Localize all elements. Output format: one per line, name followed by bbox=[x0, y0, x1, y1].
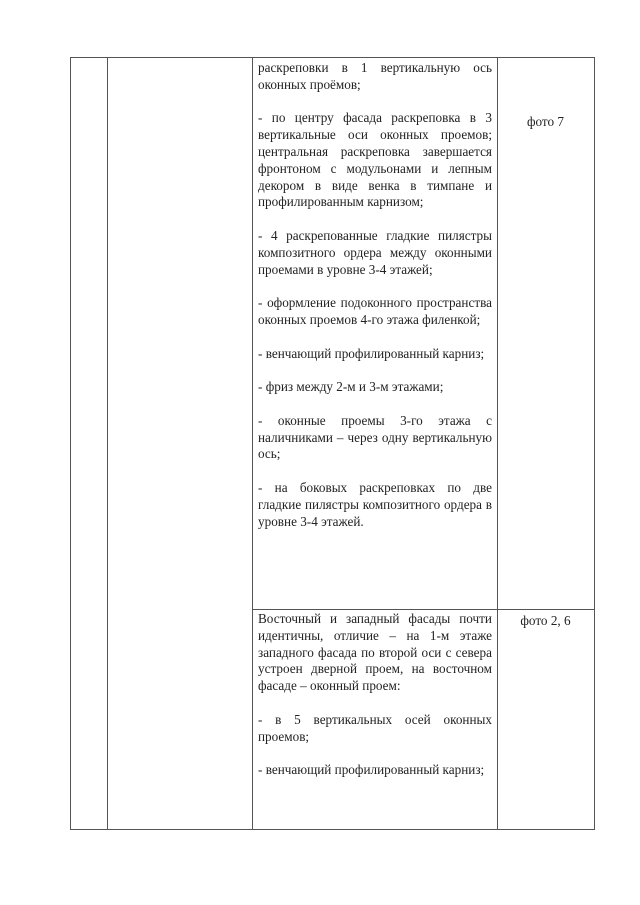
paragraph: - 4 раскрепованные гладкие пилястры композитного ордера между оконными проемами в уровне 3-4 этажей; bbox=[258, 227, 492, 277]
table-border-right bbox=[594, 57, 595, 830]
table-column-divider bbox=[252, 57, 253, 830]
table-row-divider bbox=[252, 609, 594, 610]
table-cell-description bbox=[258, 60, 492, 530]
paragraph: - оконные проемы 3-го этажа с наличниками – через одну вертикальную ось; bbox=[258, 412, 492, 462]
paragraph: - фриз между 2-м и 3-м этажами; bbox=[258, 379, 444, 395]
paragraph: - в 5 вертикальных осей оконных проемов; bbox=[258, 711, 492, 744]
table-column-divider bbox=[107, 57, 108, 830]
table-border-left bbox=[70, 57, 71, 830]
paragraph: - по центру фасада раскреповка в 3 вертикальные оси оконных проемов; центральная раскреповка завершается фронтоном с модульонами и лепным декором в виде венка в тимпане и профилированным карнизом; bbox=[258, 110, 492, 210]
table-cell-photo-reference: фото 7 bbox=[526, 114, 565, 129]
table-column-divider bbox=[497, 57, 498, 830]
paragraph: - оформление подоконного пространства оконных проемов 4-го этажа филенкой; bbox=[258, 295, 492, 327]
table-cell-photo-reference: фото 2, 6 bbox=[520, 613, 571, 628]
paragraph: раскреповки в 1 вертикальную ось оконных проёмов; bbox=[258, 60, 492, 92]
paragraph: - венчающий профилированный карниз; bbox=[258, 345, 485, 361]
paragraph: - венчающий профилированный карниз; bbox=[258, 762, 485, 778]
table-border-top bbox=[70, 57, 595, 58]
paragraph: - на боковых раскреповках по две гладкие пилястры композитного ордера в уровне 3-4 этажей. bbox=[258, 479, 492, 529]
table-cell-description bbox=[258, 611, 492, 779]
table-border-bottom bbox=[70, 829, 595, 830]
paragraph: Восточный и западный фасады почти идентичны, отличие – на 1-м этаже западного фасада по второй оси с севера устроен дверной проем, на восточном фасаде – оконный проем: bbox=[258, 611, 492, 694]
